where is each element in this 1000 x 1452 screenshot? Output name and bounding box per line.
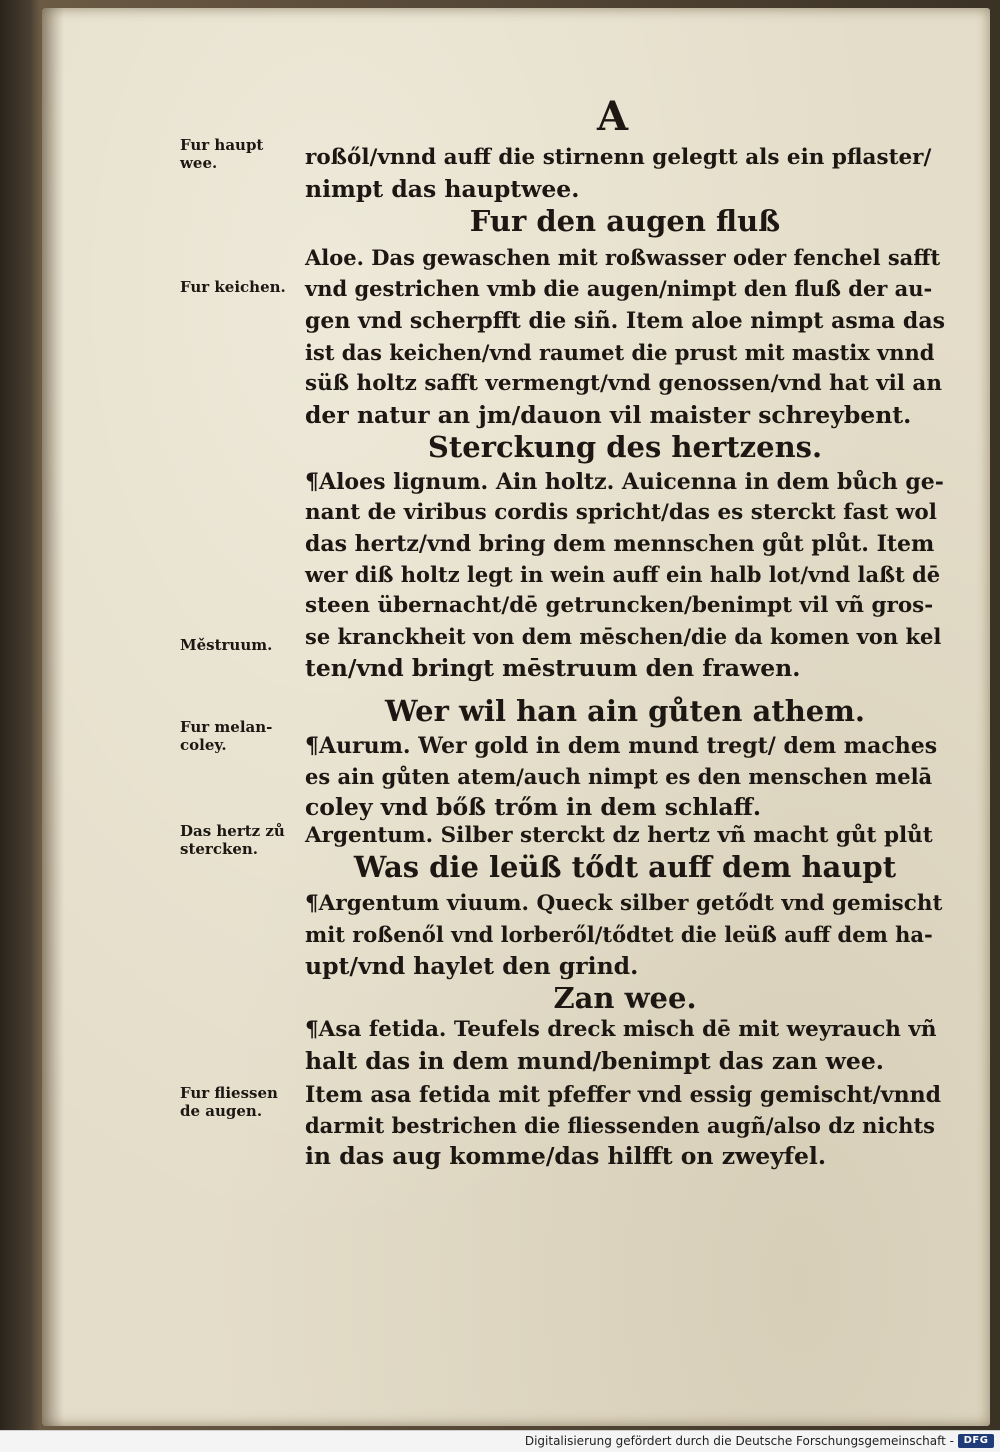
margin-note-fur-haupt-wee: Fur haupt wee. <box>180 136 264 172</box>
margin-note-fur-melancoley: Fur melan- coley. <box>180 718 273 754</box>
text-line: halt das in dem mund/benimpt das zan wee. <box>305 1047 884 1075</box>
text-line: wer diß holtz legt in wein auff ein halb lot/vnd laßt dē <box>305 562 941 587</box>
margin-note-hertz-stercken: Das hertz zů stercken. <box>180 822 285 858</box>
text-line: se kranckheit von dem mēschen/die da komen von kel <box>305 624 942 649</box>
text-line: es ain gůten atem/auch nimpt es den menschen melā <box>305 764 933 789</box>
text-line: gen vnd scherpfft die siñ. Item aloe nimpt asma das <box>305 308 945 334</box>
text-line: vnd gestrichen vmb die augen/nimpt den fluß der au- <box>305 276 933 301</box>
signature-mark: A <box>597 93 629 140</box>
text-line: der natur an jm/dauon vil maister schreybent. <box>305 401 912 429</box>
text-line: in das aug komme/das hilfft on zweyfel. <box>305 1142 827 1170</box>
text-line: darmit bestrichen die fliessenden augñ/also dz nichts <box>305 1113 935 1138</box>
text-line: nant de viribus cordis spricht/das es sterckt fast wol <box>305 500 937 525</box>
text-line: ten/vnd bringt mēstruum den frawen. <box>305 654 801 682</box>
text-line: Argentum. Silber sterckt dz hertz vñ macht gůt plůt <box>305 823 933 848</box>
text-line: ¶Asa fetida. Teufels dreck misch dē mit weyrauch vñ <box>305 1017 937 1042</box>
text-line: das hertz/vnd bring dem mennschen gůt plůt. Item <box>305 531 935 557</box>
text-line: ¶Aloes lignum. Ain holtz. Auicenna in dem bůch ge- <box>305 469 944 495</box>
text-line: coley vnd bőß trőm in dem schlaff. <box>305 793 762 821</box>
text-line: roßől/vnnd auff die stirnenn gelegtt als ein pflaster/ <box>305 145 932 170</box>
section-heading: Fur den augen fluß <box>469 204 781 238</box>
text-line: Item asa fetida mit pfeffer vnd essig gemischt/vnnd <box>305 1082 941 1108</box>
page-gutter-shadow <box>42 8 64 1426</box>
text-line: Aloe. Das gewaschen mit roßwasser oder fenchel safft <box>305 245 941 270</box>
margin-note-menstruum: Městruum. <box>180 636 273 654</box>
text-line: steen übernacht/dē getruncken/benimpt vil vñ gros- <box>305 593 934 618</box>
section-heading: Was die leüß tődt auff dem haupt <box>353 850 897 884</box>
margin-note-fur-keichen: Fur keichen. <box>180 278 286 296</box>
text-line: ¶Argentum viuum. Queck silber getődt vnd gemischt <box>305 891 943 916</box>
text-line: nimpt das hauptwee. <box>305 175 580 203</box>
text-line: mit roßenől vnd lorberől/tődtet die leüß auff dem ha- <box>305 922 933 947</box>
text-line: ¶Aurum. Wer gold in dem mund tregt/ dem maches <box>305 733 938 759</box>
digitization-footer <box>0 1430 1000 1452</box>
margin-note-fliessende-augen: Fur fliessen de augen. <box>180 1084 278 1120</box>
text-line: ist das keichen/vnd raumet die prust mit mastix vnnd <box>305 340 935 365</box>
section-heading: Sterckung des hertzens. <box>427 430 823 464</box>
dfg-logo: DFG <box>958 1434 994 1448</box>
text-line: süß holtz safft vermengt/vnd genossen/vnd hat vil an <box>305 371 942 396</box>
footer-credit-text: Digitalisierung gefördert durch die Deutsche Forschungsgemeinschaft - <box>524 1434 954 1448</box>
section-heading: Wer wil han ain gůten athem. <box>384 694 866 728</box>
section-heading: Zan wee. <box>553 981 697 1015</box>
text-line: upt/vnd haylet den grind. <box>305 952 639 980</box>
